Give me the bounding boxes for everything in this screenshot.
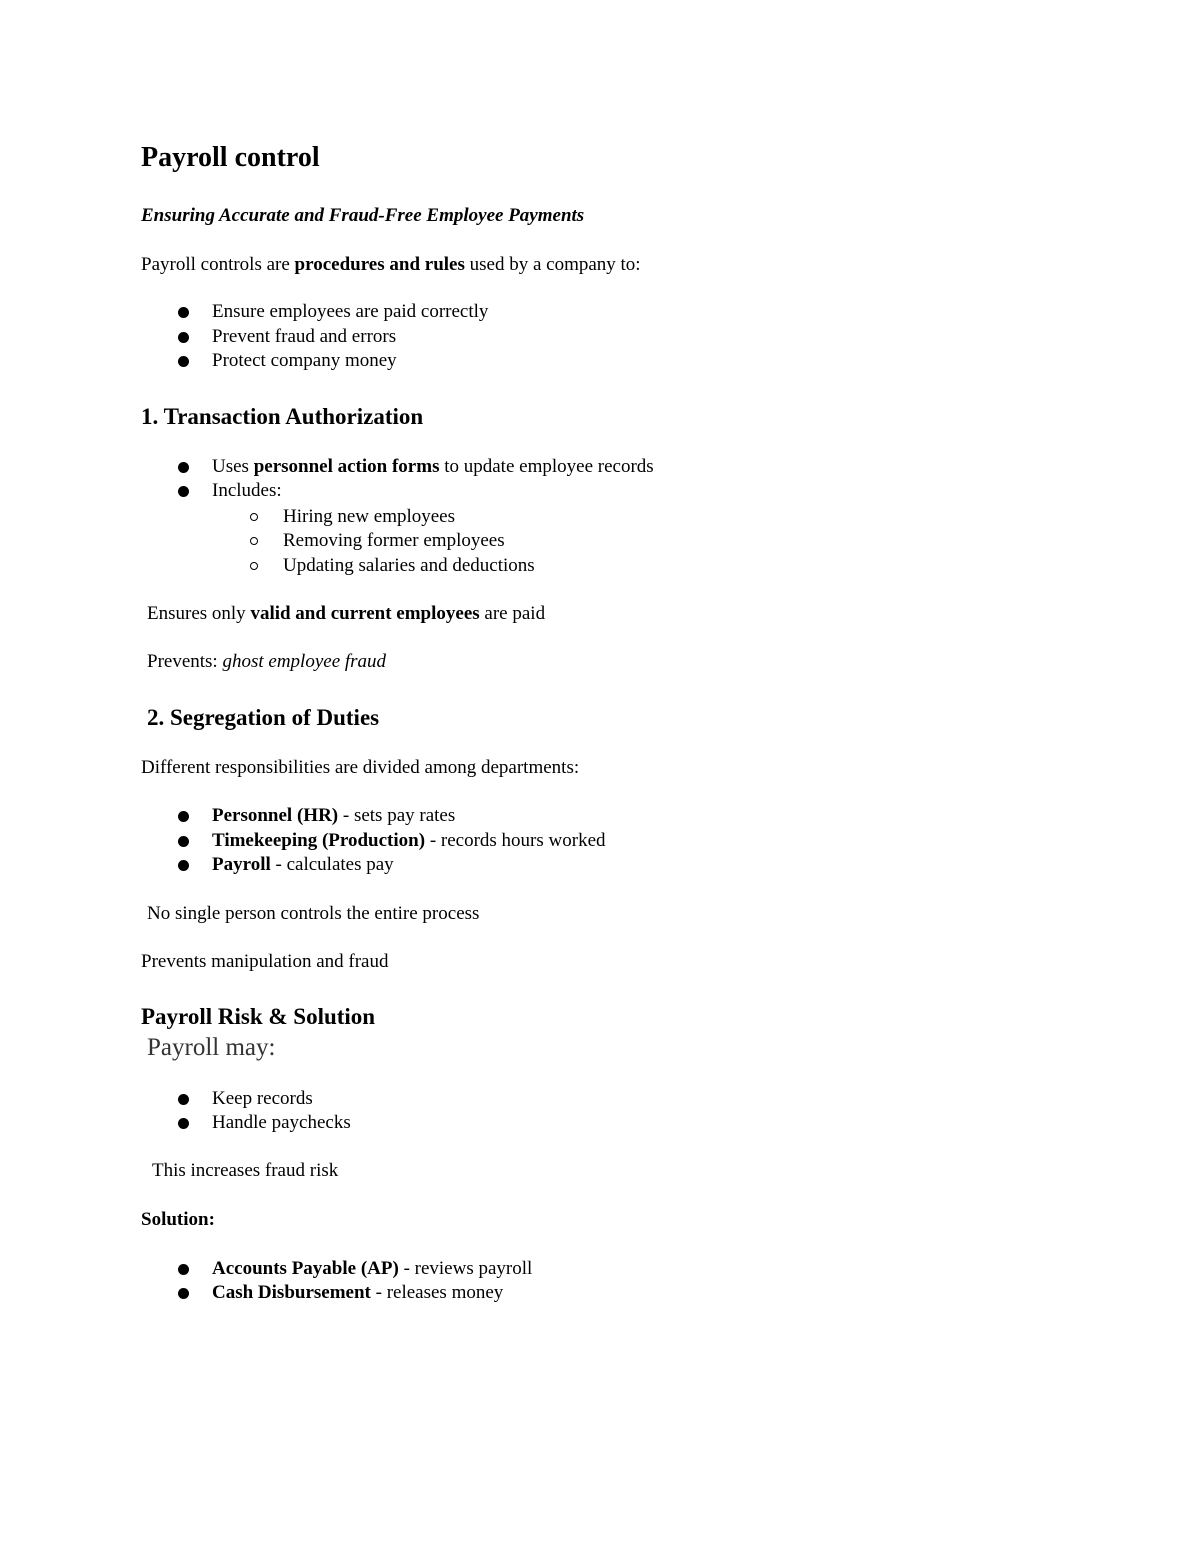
list-item-text: - calculates pay (270, 854, 394, 875)
hollow-bullet-icon (250, 513, 258, 521)
list-item-bold: Cash Disbursement (212, 1282, 371, 1303)
list-item (212, 829, 606, 853)
paragraph-italic: ghost employee fraud (222, 651, 387, 672)
ensures-paragraph (147, 602, 545, 626)
page-subtitle: Ensuring Accurate and Fraud-Free Employee Payments (141, 205, 585, 226)
segregation-note: No single person controls the entire process (147, 903, 480, 924)
bullet-icon (178, 811, 189, 822)
intro-text-before: Payroll controls are (141, 254, 295, 275)
bullet-icon (178, 860, 189, 871)
sub-list-item: Removing former employees (283, 530, 505, 551)
list-item (212, 1281, 503, 1305)
intro-paragraph (141, 253, 641, 277)
list-item: Keep records (212, 1088, 313, 1109)
segregation-note: Prevents manipulation and fraud (141, 951, 389, 972)
bullet-icon (178, 1118, 189, 1129)
list-item-bold: Accounts Payable (AP) (212, 1258, 399, 1279)
intro-text-after: used by a company to: (464, 254, 641, 275)
list-item-bold: Personnel (HR) (212, 805, 339, 826)
prevents-paragraph (147, 650, 386, 674)
bullet-icon (178, 836, 189, 847)
risk-note: This increases fraud risk (152, 1160, 339, 1181)
list-item: Prevent fraud and errors (212, 326, 397, 347)
list-item-text: - releases money (370, 1282, 504, 1303)
solution-label: Solution: (141, 1209, 215, 1230)
list-item: Handle paychecks (212, 1112, 351, 1133)
sub-list-item: Hiring new employees (283, 506, 456, 527)
bullet-icon (178, 1094, 189, 1105)
list-item: Ensure employees are paid correctly (212, 301, 489, 322)
segregation-intro: Different responsibilities are divided among departments: (141, 757, 580, 778)
hollow-bullet-icon (250, 562, 258, 570)
list-item-bold: Payroll (212, 854, 271, 875)
list-item (212, 1257, 532, 1281)
list-item-text: to update employee records (439, 456, 654, 477)
bullet-icon (178, 307, 189, 318)
list-item-text: - sets pay rates (338, 805, 456, 826)
list-item-text: - records hours worked (425, 830, 606, 851)
paragraph-text: are paid (479, 603, 546, 624)
paragraph-text: Prevents: (147, 651, 223, 672)
list-item-text: - reviews payroll (398, 1258, 533, 1279)
section-heading-transaction-authorization: 1. Transaction Authorization (141, 404, 424, 429)
bullet-icon (178, 1264, 189, 1275)
intro-text-bold: procedures and rules (294, 254, 465, 275)
sub-list-item: Updating salaries and deductions (283, 555, 535, 576)
bullet-icon (178, 462, 189, 473)
list-item: Protect company money (212, 350, 397, 371)
bullet-icon (178, 486, 189, 497)
list-item-bold: personnel action forms (253, 456, 440, 477)
list-item (212, 455, 654, 479)
list-item: Includes: (212, 480, 282, 501)
section-heading-segregation-of-duties: 2. Segregation of Duties (147, 705, 380, 730)
list-item (212, 853, 394, 877)
paragraph-bold: valid and current employees (250, 603, 480, 624)
paragraph-text: Ensures only (147, 603, 251, 624)
payroll-may-label: Payroll may: (147, 1034, 276, 1061)
list-item (212, 804, 455, 828)
bullet-icon (178, 356, 189, 367)
section-heading-payroll-risk: Payroll Risk & Solution (141, 1004, 376, 1029)
page-title: Payroll control (141, 142, 320, 173)
bullet-icon (178, 1288, 189, 1299)
list-item-bold: Timekeeping (Production) (212, 830, 426, 851)
list-item-text: Uses (212, 456, 254, 477)
hollow-bullet-icon (250, 537, 258, 545)
bullet-icon (178, 332, 189, 343)
